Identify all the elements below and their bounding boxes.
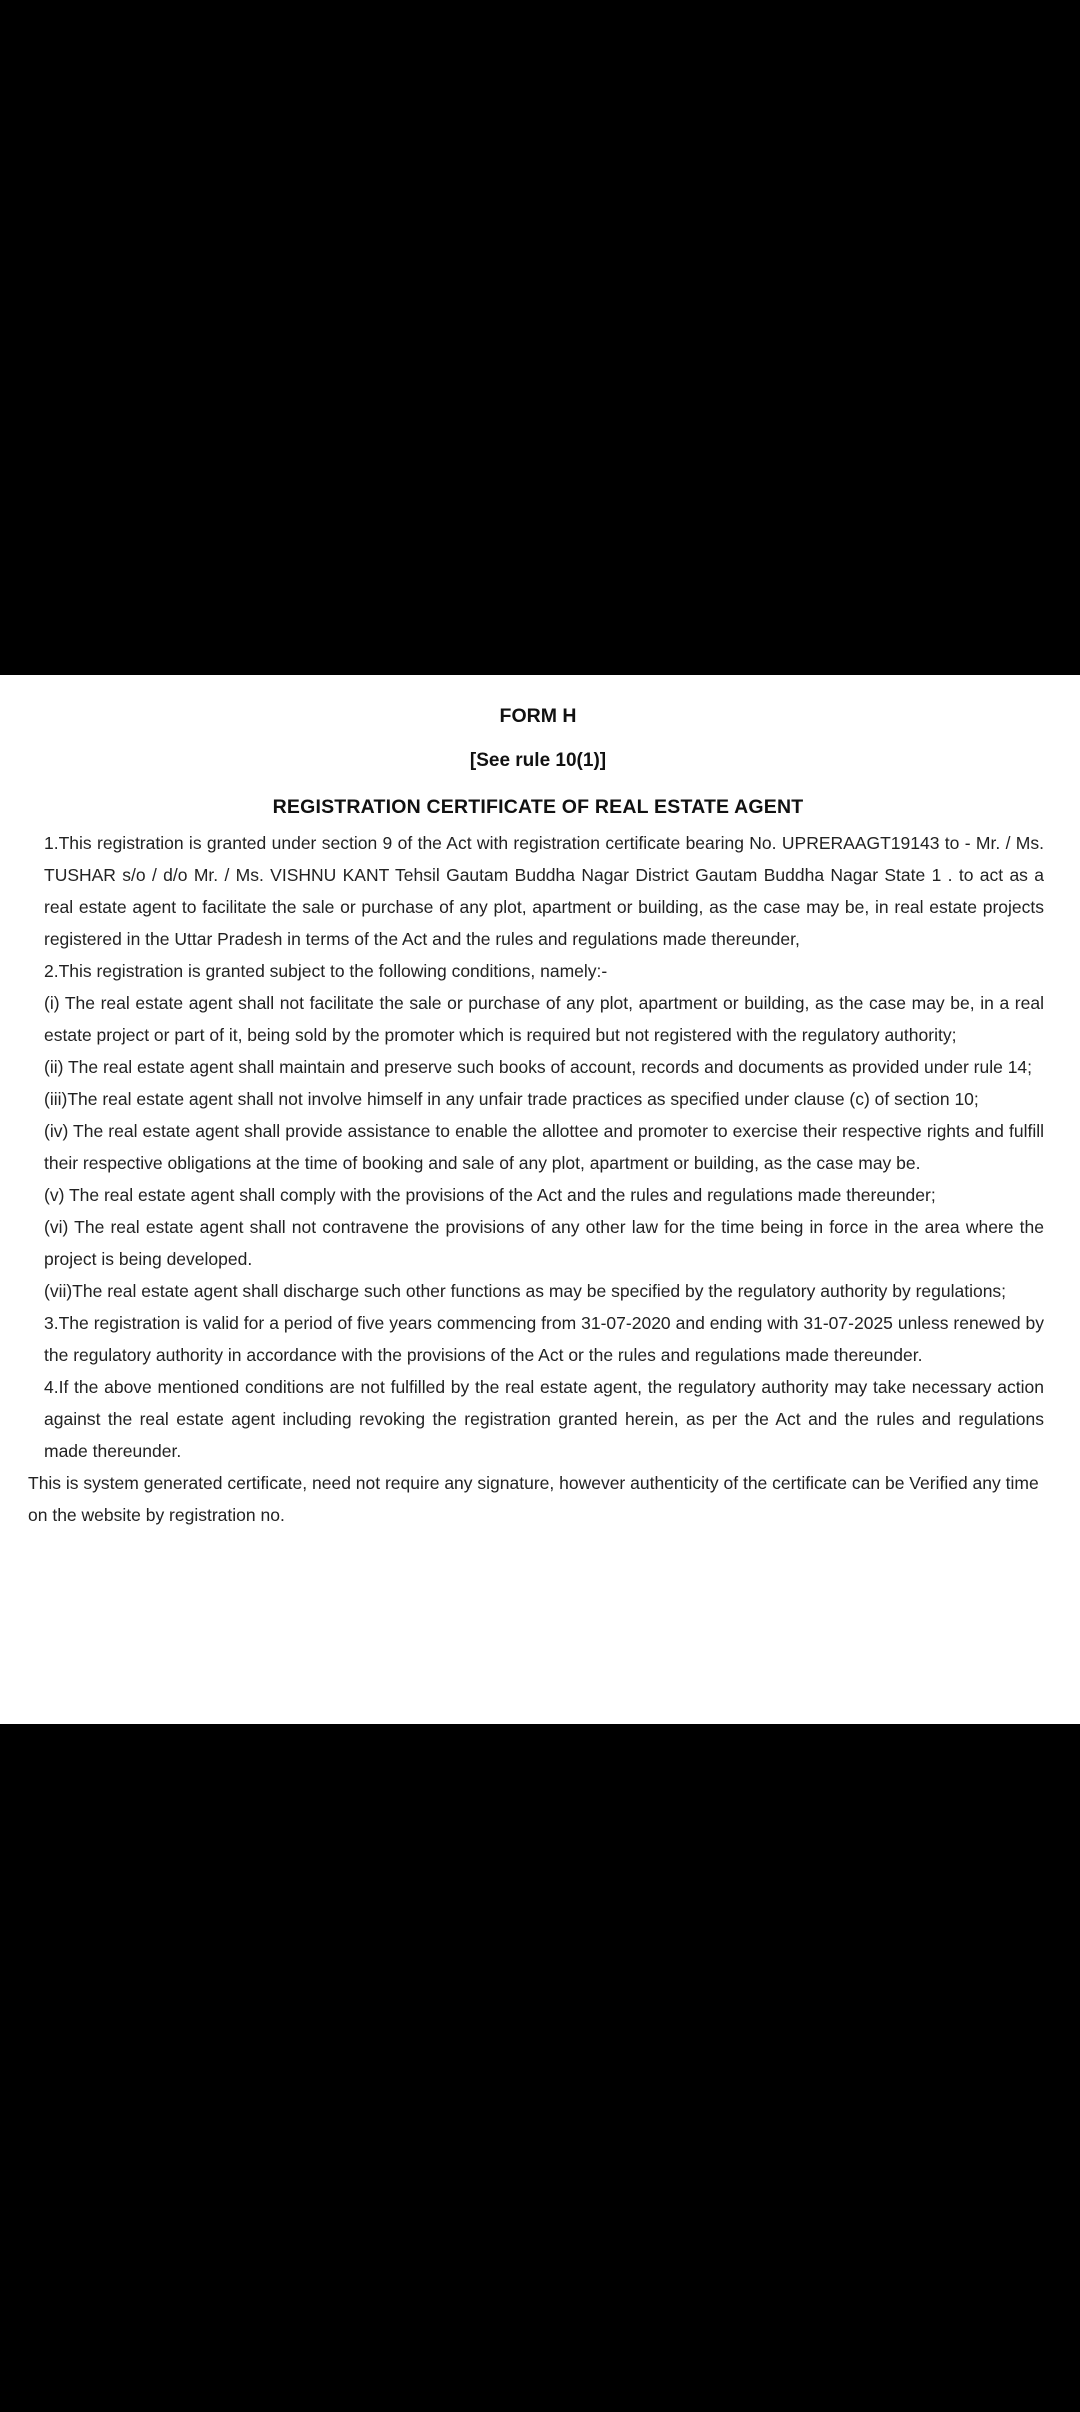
footer-note: This is system generated certificate, need not require any signature, however authenticity of the certificate can be Verified any time on the website by registration no. (28, 1473, 1039, 1525)
certificate-paragraphs (28, 827, 1048, 1467)
paragraph: 1.This registration is granted under section 9 of the Act with registration certificate bearing No. UPRERAAGT19143 to - Mr. / Ms. TUSHAR s/o / d/o Mr. / Ms. VISHNU KANT Tehsil Gautam Buddha Nagar District Gautam Buddha Nagar State 1 . to act as a real estate agent to facilitate the sale or purchase of any plot, apartment or building, as the case may be, in real estate projects registered in the Uttar Pradesh in terms of the Act and the rules and regulations made thereunder, (44, 833, 1044, 949)
paragraph: (iv) The real estate agent shall provide assistance to enable the allottee and promoter to exercise their respective rights and fulfill their respective obligations at the time of booking and sale of any plot, apartment or building, as the case may be. (44, 1121, 1044, 1173)
form-title: FORM H (499, 705, 577, 727)
paragraph: 3.The registration is valid for a period of five years commencing from 31-07-2020 and ending with 31-07-2025 unless renewed by the regulatory authority in accordance with the provisions of the Act or the rules and regulations made thereunder. (44, 1313, 1044, 1365)
paragraph: (iii)The real estate agent shall not involve himself in any unfair trade practices as specified under clause (c) of section 10; (44, 1089, 979, 1109)
paragraph: (vii)The real estate agent shall discharge such other functions as may be specified by the regulatory authority by regulations; (44, 1281, 1007, 1301)
paragraph: (ii) The real estate agent shall maintain and preserve such books of account, records and documents as provided under rule 14; (44, 1057, 1033, 1077)
paragraph: 4.If the above mentioned conditions are not fulfilled by the real estate agent, the regulatory authority may take necessary action against the real estate agent including revoking the registration granted herein, as per the Act and the rules and regulations made thereunder. (44, 1377, 1044, 1461)
letterbox-top (0, 0, 1080, 675)
rule-reference: [See rule 10(1)] (469, 750, 607, 771)
paragraph: 2.This registration is granted subject to the following conditions, namely:- (44, 961, 608, 981)
certificate-title: REGISTRATION CERTIFICATE OF REAL ESTATE AGENT (272, 796, 804, 818)
paragraph: (i) The real estate agent shall not facilitate the sale or purchase of any plot, apartment or building, as the case may be, in a real estate project or part of it, being sold by the promoter which is required but not registered with the regulatory authority; (44, 993, 1044, 1045)
letterbox-bottom (0, 1724, 1080, 2412)
paragraph: (v) The real estate agent shall comply with the provisions of the Act and the rules and regulations made thereunder; (44, 1185, 936, 1205)
certificate-sheet (0, 675, 1080, 1724)
paragraph: (vi) The real estate agent shall not contravene the provisions of any other law for the time being in force in the area where the project is being developed. (44, 1217, 1044, 1269)
